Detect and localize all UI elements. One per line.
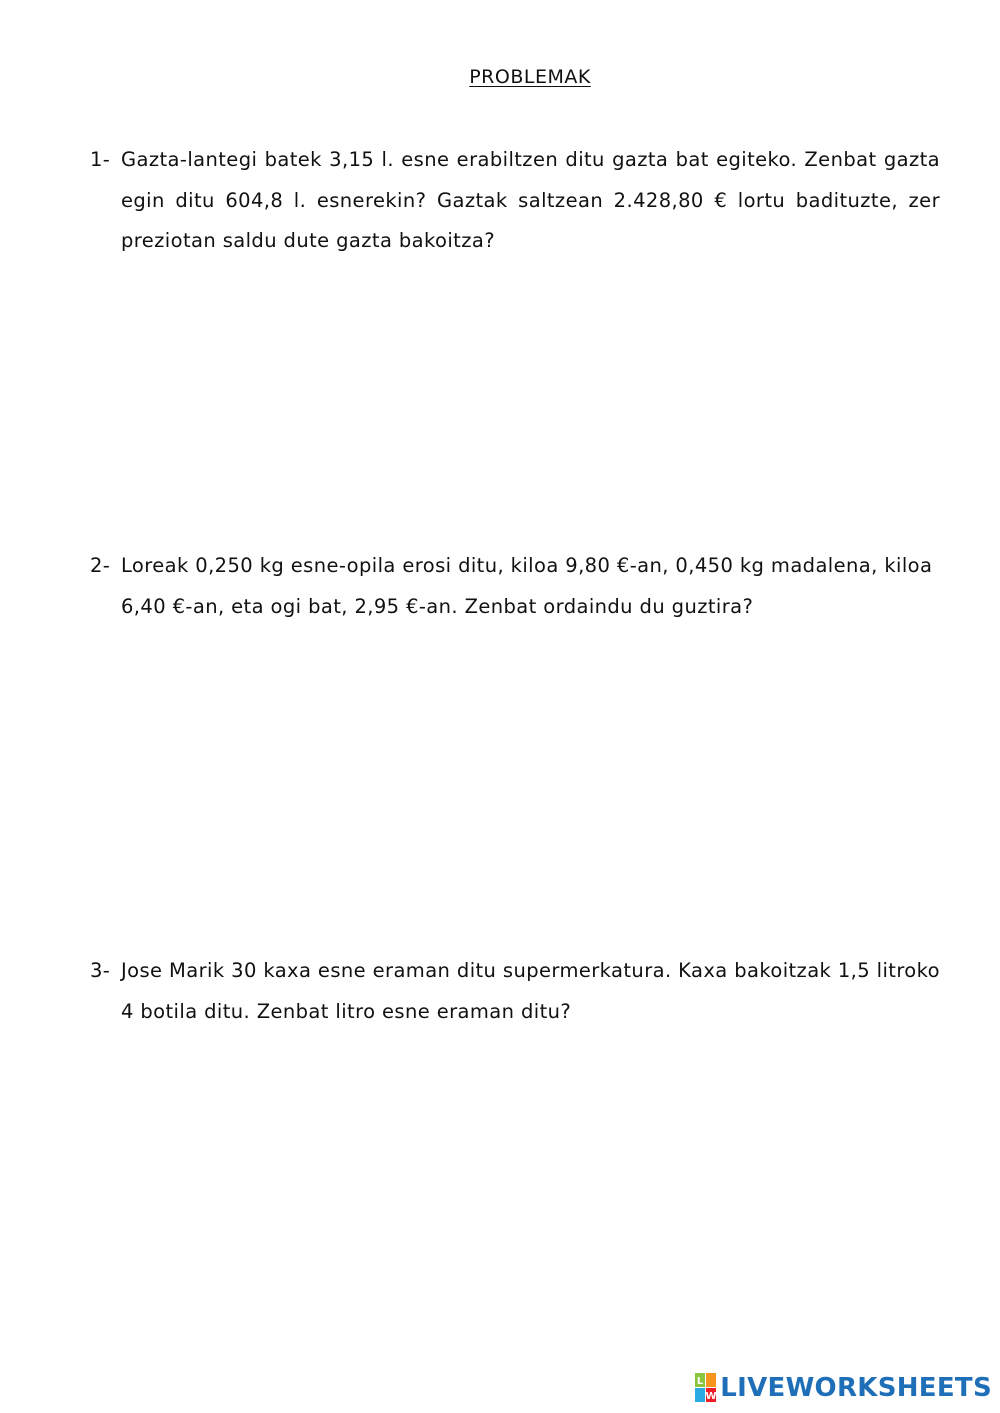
- page-title: PROBLEMAK: [469, 66, 591, 88]
- brand-name: LIVEWORKSHEETS: [720, 1373, 992, 1403]
- problem-3: [90, 951, 940, 1032]
- problem-number: 3-: [90, 959, 111, 982]
- liveworksheets-badge-icon: [695, 1373, 717, 1403]
- badge-letter: L: [697, 1376, 704, 1387]
- badge-letter: W: [705, 1391, 717, 1402]
- problem-text: Jose Marik 30 kaxa esne eraman ditu supermerkatura. Kaxa bakoitzak 1,5 litroko 4 botila ditu. Zenbat litro esne eraman ditu?: [121, 959, 940, 1023]
- problem-number: 2-: [90, 554, 111, 577]
- problem-1: [90, 140, 940, 262]
- problem-text: Gazta-lantegi batek 3,15 l. esne erabiltzen ditu gazta bat egiteko. Zenbat gazta egin ditu 604,8 l. esnerekin? Gaztak saltzean 2.428,80 € lortu badituzte, zer preziotan saldu dute gazta bakoitza?: [121, 148, 940, 252]
- problem-2: [90, 546, 940, 627]
- problem-text: Loreak 0,250 kg esne-opila erosi ditu, kiloa 9,80 €-an, 0,450 kg madalena, kiloa 6,40 €-an, eta ogi bat, 2,95 €-an. Zenbat ordaindu du guztira?: [121, 554, 933, 618]
- problem-number: 1-: [90, 148, 111, 171]
- liveworksheets-logo: [695, 1371, 992, 1405]
